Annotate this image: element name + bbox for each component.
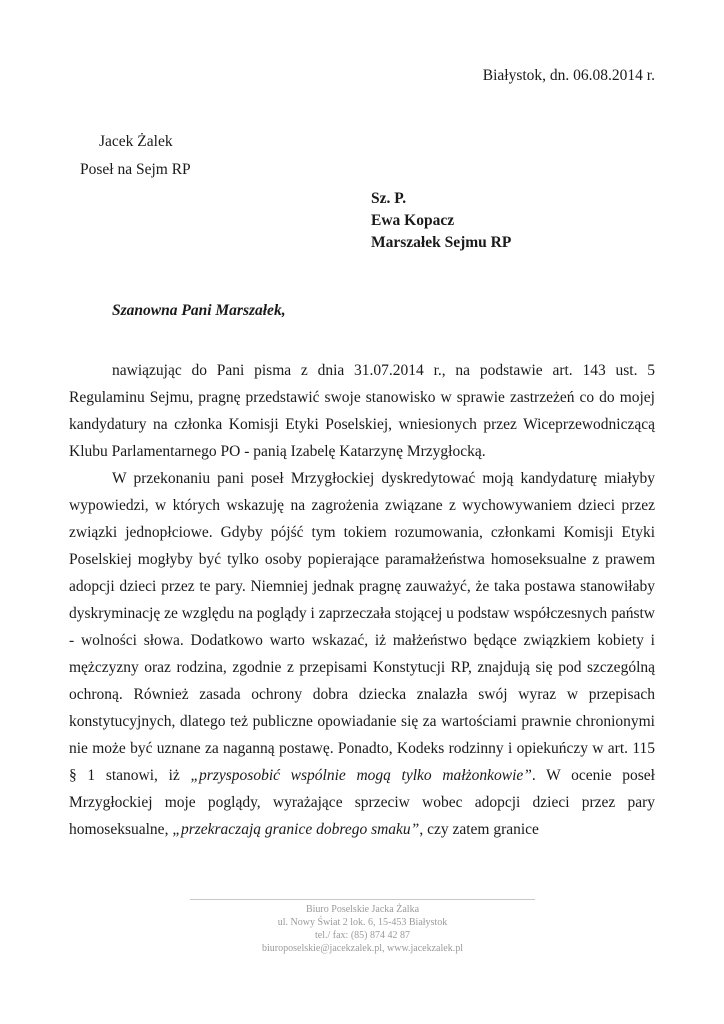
paragraph-2-text-c: , czy zatem granice [419, 821, 539, 838]
quote-civil-code: „przysposobić wspólnie mogą tylko małżonkowie” [190, 767, 532, 784]
sender-name: Jacek Żalek [99, 133, 173, 150]
footer-office: Biuro Poselskie Jacka Żalka [305, 904, 420, 915]
footer [190, 903, 535, 955]
salutation: Szanowna Pani Marszałek, [112, 302, 286, 319]
paragraph-2-text-a: W przekonaniu pani poseł Mrzygłockiej dyskredytować moją kandydaturę miałyby wypowiedzi, w których wskazuję na zagrożenia związane z wychowywaniem dzieci przez związki jednopłciowe. Gdyby pójść tym tokiem rozumowania, członkami Komisji Etyki Poselskiej mogłyby być tylko osoby popierające paramałżeństwa homoseksualne z prawem adopcji dzieci przez te pary. Niemniej jednak pragnę zauważyć, że taka postawa stanowiłaby dyskryminację ze względu na poglądy i zaprzeczała stojącej u podstaw współczesnych państw - wolności słowa. Dodatkowo warto wskazać, iż małżeństwo będące związkiem kobiety i mężczyzny oraz rodzina, zgodnie z przepisami Konstytucji RP, znajdują się pod szczególną ochroną. Również zasada ochrony dobra dziecka znalazła swój wyraz w przepisach konstytucyjnych, dlatego też publiczne opowiadanie się za wartościami prawnie chronionymi nie może być uznane za naganną postawę. Ponadto, Kodeks rodzinny i opiekuńczy w art. 115 § 1 stanowi, iż [69, 470, 655, 784]
recipient-honorific: Sz. P. [371, 190, 407, 207]
paragraph-2-text-b: . W ocenie poseł Mrzygłockiej moje poglądy, wyrażające sprzeciw wobec adopcji dzieci przez pary homoseksualne, [69, 767, 655, 838]
footer-address: ul. Nowy Świat 2 lok. 6, 15-453 Białystok [277, 917, 448, 928]
footer-divider [190, 899, 535, 900]
footer-contact: biuroposelskie@jacekzalek.pl, www.jacekzalek.pl [262, 943, 463, 954]
quote-good-taste: „przekraczają granice dobrego smaku” [172, 821, 420, 838]
letter-date: Białystok, dn. 06.08.2014 r. [482, 67, 655, 84]
recipient-block [371, 188, 511, 254]
sender-title: Poseł na Sejm RP [80, 161, 191, 178]
recipient-name: Ewa Kopacz [371, 212, 455, 229]
paragraph-2 [69, 465, 655, 843]
letter-body [69, 357, 655, 843]
paragraph-1: nawiązując do Pani pisma z dnia 31.07.2014 r., na podstawie art. 143 ust. 5 Regulaminu Sejmu, pragnę przedstawić swoje stanowisko w sprawie zastrzeżeń co do mojej kandydatury na członka Komisji Etyki Poselskiej, wniesionych przez Wiceprzewodniczącą Klubu Parlamentarnego PO - panią Izabelę Katarzynę Mrzygłocką. [69, 362, 655, 460]
recipient-title: Marszałek Sejmu RP [371, 234, 512, 251]
footer-phone: tel./ fax: (85) 874 42 87 [315, 930, 410, 941]
